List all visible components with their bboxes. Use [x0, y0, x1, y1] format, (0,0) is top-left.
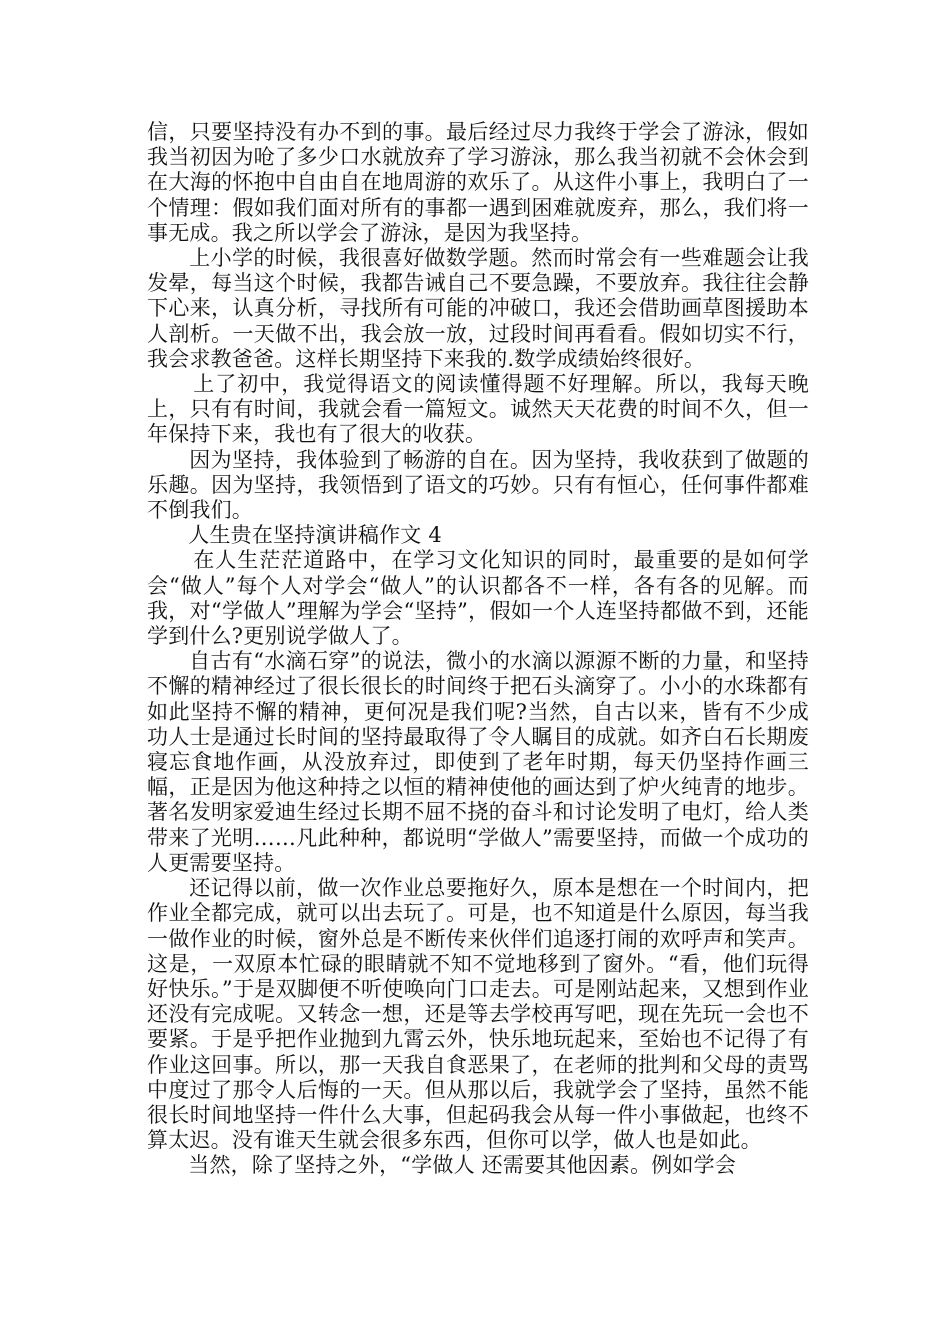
paragraph-2: 上小学的时候，我很喜好做数学题。然而时常会有一些难题会让我发晕，每当这个时候，我都告诫自己不要急躁，不要放弃。我往往会静下心来，认真分析，寻找所有可能的冲破口，我还会借助画草图援助本人剖析。一天做不出，我会放一放，过段时间再看看。假如切实不行，我会求教爸爸。这样长期坚持下来我的.数学成绩始终很好。: [147, 246, 809, 371]
document-body: [147, 120, 809, 1179]
paragraph-1: 信，只要坚持没有办不到的事。最后经过尽力我终于学会了游泳，假如我当初因为呛了多少口水就放弃了学习游泳，那么我当初就不会休会到在大海的怀抱中自由自在地周游的欢乐了。从这件小事上，我明白了一个情理：假如我们面对所有的事都一遇到困难就废弃，那么，我们将一事无成。我之所以学会了游泳，是因为我坚持。: [147, 120, 809, 245]
paragraph-6: 自古有“水滴石穿”的说法，微小的水滴以源源不断的力量，和坚持不懈的精神经过了很长很长的时间终于把石头滴穿了。小小的水珠都有如此坚持不懈的精神，更何况是我们呢?当然，自古以来，皆有不少成功人士是通过长时间的坚持最取得了令人瞩目的成就。如齐白石长期废寝忘食地作画，从没放弃过，即使到了老年时期，每天仍坚持作画三幅，正是因为他这种持之以恒的精神使他的画达到了炉火纯青的地步。著名发明家爱迪生经过长期不屈不挠的奋斗和讨论发明了电灯，给人类带来了光明……凡此种种，都说明“学做人”需要坚持，而做一个成功的人更需要坚持。: [147, 649, 809, 875]
paragraph-4: 因为坚持，我体验到了畅游的自在。因为坚持，我收获到了做题的乐趣。因为坚持，我领悟到了语文的巧妙。只有有恒心，任何事件都难不倒我们。: [147, 447, 809, 523]
paragraph-8: 当然，除了坚持之外，“学做人 还需要其他因素。例如学会: [147, 1153, 737, 1178]
section-heading: 人生贵在坚持演讲稿作文 4: [147, 523, 442, 548]
paragraph-5: 在人生茫茫道路中，在学习文化知识的同时，最重要的是如何学会“做人”每个人对学会“做人”的认识都各不一样，各有各的见解。而我，对“学做人”理解为学会“坚持”，假如一个人连坚持都做不到，还能学到什么?更别说学做人了。: [147, 548, 809, 649]
paragraph-3: 上了初中，我觉得语文的阅读懂得题不好理解。所以，我每天晚上，只有有时间，我就会看一篇短文。诚然天天花费的时间不久，但一年保持下来，我也有了很大的收获。: [147, 372, 809, 447]
paragraph-7: 还记得以前，做一次作业总要拖好久，原本是想在一个时间内，把作业全都完成，就可以出去玩了。可是，也不知道是什么原因，每当我一做作业的时候，窗外总是不断传来伙伴们追逐打闹的欢呼声和笑声。这是，一双原本忙碌的眼睛就不知不觉地移到了窗外。“看，他们玩得好快乐。”于是双脚便不听使唤向门口走去。可是刚站起来，又想到作业还没有完成呢。又转念一想，还是等去学校再写吧，现在先玩一会也不要紧。于是乎把作业抛到九霄云外，快乐地玩起来，至始也不记得了有作业这回事。所以，那一天我自食恶果了，在老师的批判和父母的责骂中度过了那令人后悔的一天。但从那以后，我就学会了坚持，虽然不能很长时间地坚持一件什么大事，但起码我会从每一件小事做起，也终不算太迟。没有谁天生就会很多东西，但你可以学，做人也是如此。: [147, 876, 809, 1153]
